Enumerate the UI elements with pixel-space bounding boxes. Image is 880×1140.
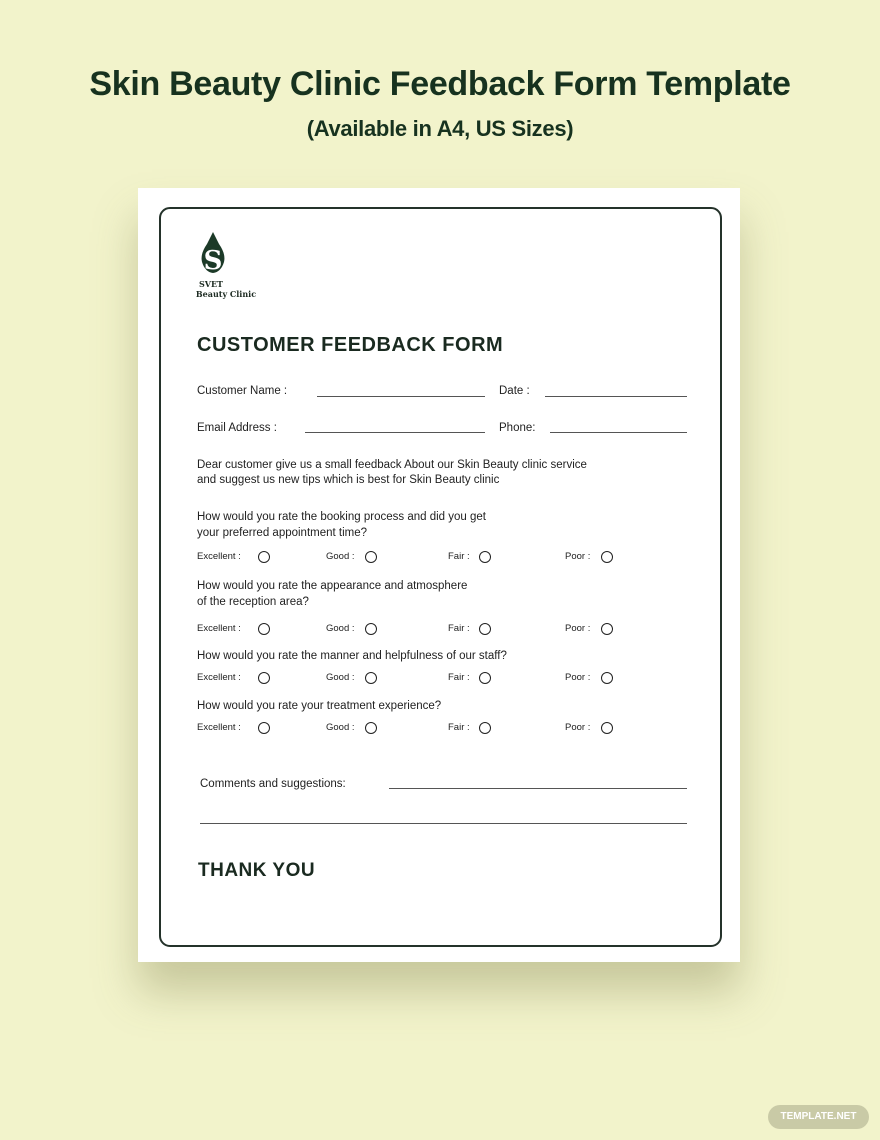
- intro-text: [197, 458, 587, 488]
- rating-radio-fair[interactable]: [479, 672, 491, 684]
- question-4: How would you rate your treatment experience?: [197, 700, 442, 712]
- email-label: Email Address :: [197, 422, 277, 434]
- rating-option-label: Poor :: [565, 672, 591, 683]
- comments-field-line-1[interactable]: [389, 788, 687, 789]
- logo-name: SVET: [198, 279, 224, 289]
- rating-radio-excellent[interactable]: [258, 672, 270, 684]
- rating-option-label: Poor :: [565, 722, 591, 733]
- rating-option-label: Poor :: [565, 623, 591, 634]
- date-field[interactable]: [545, 396, 687, 397]
- question-text: How would you rate the booking process and did you get: [197, 511, 486, 523]
- droplet-logo-icon: [198, 232, 228, 274]
- page-subtitle: (Available in A4, US Sizes): [306, 116, 574, 141]
- question-text: your preferred appointment time?: [197, 527, 368, 539]
- rating-radio-fair[interactable]: [479, 623, 491, 635]
- intro-line: Dear customer give us a small feedback About our Skin Beauty clinic service: [197, 459, 587, 471]
- email-field[interactable]: [305, 432, 485, 433]
- rating-radio-poor[interactable]: [601, 623, 613, 635]
- rating-radio-good[interactable]: [365, 672, 377, 684]
- template-net-watermark: TEMPLATE.NET: [768, 1105, 869, 1129]
- rating-option-label: Good :: [326, 623, 355, 634]
- rating-option-label: Excellent :: [197, 551, 241, 562]
- rating-radio-fair[interactable]: [479, 722, 491, 734]
- phone-label: Phone:: [499, 422, 536, 434]
- thank-you: THANK YOU: [198, 860, 316, 881]
- logo-tagline: Beauty Clinic: [195, 289, 257, 299]
- rating-radio-poor[interactable]: [601, 672, 613, 684]
- rating-option-label: Fair :: [448, 672, 470, 683]
- rating-option-label: Good :: [326, 722, 355, 733]
- rating-radio-excellent[interactable]: [258, 551, 270, 563]
- rating-option-label: Fair :: [448, 722, 470, 733]
- form-title: CUSTOMER FEEDBACK FORM: [197, 334, 504, 356]
- rating-option-label: Excellent :: [197, 672, 241, 683]
- rating-radio-excellent[interactable]: [258, 722, 270, 734]
- rating-option-label: Excellent :: [197, 623, 241, 634]
- rating-radio-excellent[interactable]: [258, 623, 270, 635]
- intro-line: and suggest us new tips which is best for Skin Beauty clinic: [197, 474, 500, 486]
- rating-radio-poor[interactable]: [601, 551, 613, 563]
- question-text: of the reception area?: [197, 596, 309, 608]
- comments-label: Comments and suggestions:: [200, 778, 346, 790]
- rating-option-label: Good :: [326, 672, 355, 683]
- rating-option-label: Fair :: [448, 623, 470, 634]
- rating-radio-good[interactable]: [365, 551, 377, 563]
- rating-radio-fair[interactable]: [479, 551, 491, 563]
- form-frame: [159, 207, 722, 947]
- phone-field[interactable]: [550, 432, 687, 433]
- rating-radio-good[interactable]: [365, 623, 377, 635]
- rating-option-label: Poor :: [565, 551, 591, 562]
- page-title: Skin Beauty Clinic Feedback Form Template: [89, 65, 791, 103]
- question-1: [197, 509, 486, 541]
- rating-radio-poor[interactable]: [601, 722, 613, 734]
- logo: [196, 232, 260, 299]
- rating-radio-good[interactable]: [365, 722, 377, 734]
- comments-field-line-2[interactable]: [200, 823, 687, 824]
- question-3: How would you rate the manner and helpfulness of our staff?: [197, 650, 507, 662]
- customer-name-field[interactable]: [317, 396, 485, 397]
- date-label: Date :: [499, 385, 530, 397]
- svg-text:S: S: [203, 246, 223, 274]
- customer-name-label: Customer Name :: [197, 385, 288, 397]
- rating-option-label: Fair :: [448, 551, 470, 562]
- question-text: How would you rate the appearance and atmosphere: [197, 580, 468, 592]
- rating-option-label: Excellent :: [197, 722, 241, 733]
- rating-option-label: Good :: [326, 551, 355, 562]
- question-2: [197, 578, 467, 610]
